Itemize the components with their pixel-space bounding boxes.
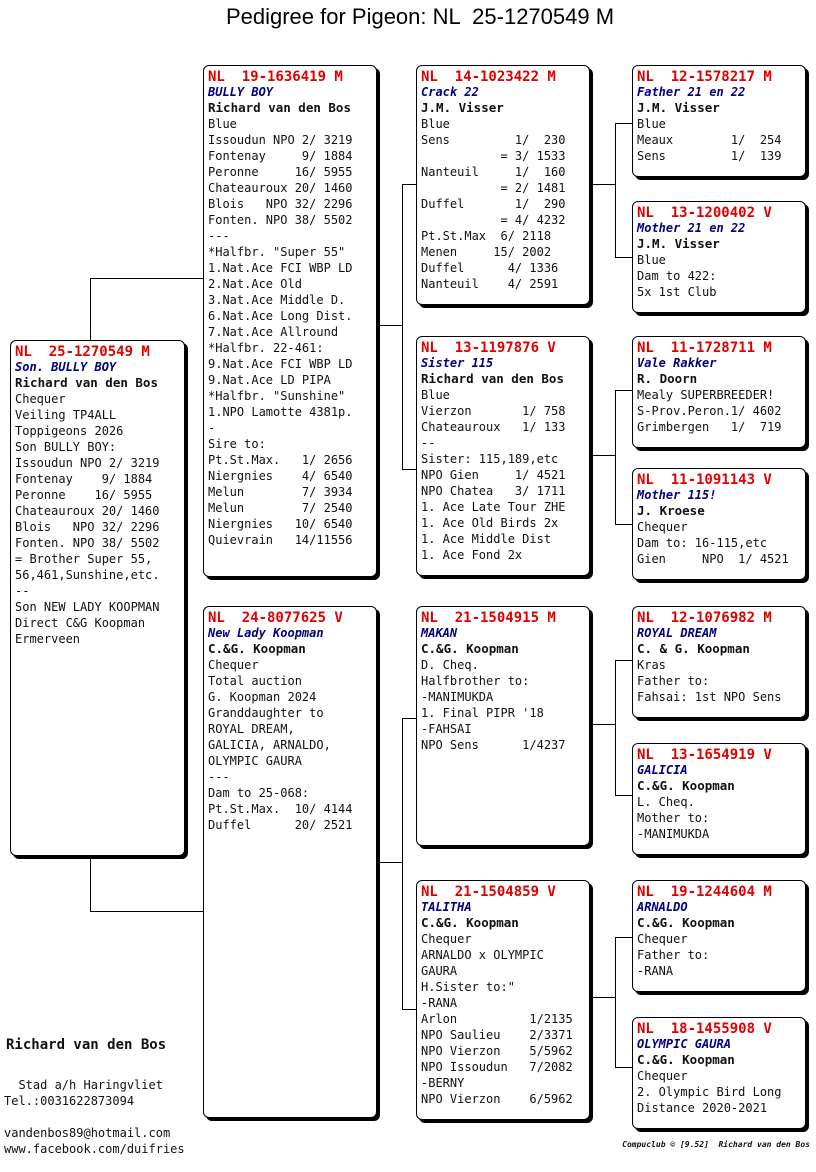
pedigree-card-subject[interactable] bbox=[10, 340, 185, 856]
info-line: Melun 7/ 2540 bbox=[208, 501, 353, 515]
bird-name: New Lady Koopman bbox=[208, 626, 324, 640]
info-line: ROYAL DREAM, bbox=[208, 722, 295, 736]
info-line: Menen 15/ 2002 bbox=[421, 245, 552, 259]
connector bbox=[615, 795, 633, 796]
bird-owner: J. Kroese bbox=[637, 503, 705, 518]
info-line: -MANIMUKDA bbox=[421, 690, 494, 704]
connector bbox=[90, 278, 91, 340]
info-line: 1. Ace Old Birds 2x bbox=[421, 516, 559, 530]
info-line: 1.NPO Lamotte 4381p. bbox=[208, 405, 353, 419]
info-line: Chequer bbox=[421, 932, 472, 946]
connector bbox=[615, 524, 633, 525]
info-line: Sister: 115,189,etc bbox=[421, 452, 559, 466]
info-line: Fahsai: 1st NPO Sens bbox=[637, 690, 782, 704]
bird-name: Crack 22 bbox=[421, 85, 479, 99]
info-line: Veiling TP4ALL bbox=[15, 408, 117, 422]
ring-number: NL 12-1578217 M bbox=[637, 69, 772, 85]
breeder-email-link[interactable]: vandenbos89@hotmail.com bbox=[4, 1126, 171, 1140]
info-line: 7.Nat.Ace Allround bbox=[208, 325, 339, 339]
info-line: Sens 1/ 139 bbox=[637, 149, 782, 163]
bird-name: OLYMPIC GAURA bbox=[637, 1037, 731, 1051]
info-line: *Halfbr. "Super 55" bbox=[208, 245, 346, 259]
connector bbox=[402, 469, 417, 470]
info-line: Father to: bbox=[637, 674, 710, 688]
bird-owner: C.&G. Koopman bbox=[421, 915, 519, 930]
pedigree-card-dam-dam[interactable] bbox=[416, 880, 590, 1120]
info-line: Son BULLY BOY: bbox=[15, 440, 117, 454]
info-line: 9.Nat.Ace LD PIPA bbox=[208, 373, 331, 387]
info-line: Halfbrother to: bbox=[421, 674, 530, 688]
info-line: S-Prov.Peron.1/ 4602 bbox=[637, 404, 782, 418]
bird-name: Father 21 en 22 bbox=[637, 85, 746, 99]
bird-owner: R. Doorn bbox=[637, 371, 698, 386]
breeder-phone: Tel.:0031622873094 bbox=[4, 1094, 135, 1108]
info-line: 56,461,Sunshine,etc. bbox=[15, 568, 160, 582]
bird-owner: Richard van den Bos bbox=[208, 100, 351, 115]
info-line: Duffel 20/ 2521 bbox=[208, 818, 353, 832]
pedigree-card-ggp-8[interactable] bbox=[632, 1017, 806, 1129]
bird-owner: J.M. Visser bbox=[637, 236, 720, 251]
connector bbox=[402, 718, 417, 719]
bird-name: Mother 115! bbox=[637, 488, 717, 502]
bird-owner: C.&G. Koopman bbox=[208, 641, 306, 656]
breeder-facebook-link[interactable]: www.facebook.com/duifries bbox=[4, 1142, 185, 1156]
info-line: = 3/ 1533 bbox=[421, 149, 566, 163]
info-line: Issoudun NPO 2/ 3219 bbox=[208, 133, 353, 147]
info-line: 1. Final PIPR '18 bbox=[421, 706, 544, 720]
pedigree-card-sire-sire[interactable] bbox=[416, 65, 590, 305]
info-line: Distance 2020-2021 bbox=[637, 1101, 768, 1115]
info-line: GALICIA, ARNALDO, bbox=[208, 738, 331, 752]
info-line: Blois NPO 32/ 2296 bbox=[208, 197, 353, 211]
ring-number: NL 18-1455908 V bbox=[637, 1021, 772, 1037]
ring-number: NL 25-1270549 M bbox=[15, 344, 150, 360]
info-line: 1. Ace Fond 2x bbox=[421, 548, 523, 562]
info-line: Blue bbox=[637, 117, 666, 131]
info-line: Peronne 16/ 5955 bbox=[208, 165, 353, 179]
bird-name: GALICIA bbox=[637, 763, 688, 777]
info-line: Chateauroux 1/ 133 bbox=[421, 420, 566, 434]
info-line: Ermerveen bbox=[15, 632, 81, 646]
connector bbox=[615, 257, 633, 258]
ring-number: NL 21-1504859 V bbox=[421, 884, 556, 900]
bird-name: Mother 21 en 22 bbox=[637, 221, 746, 235]
connector bbox=[615, 660, 633, 661]
info-line: Nanteuil 1/ 160 bbox=[421, 165, 566, 179]
info-line: = 4/ 4232 bbox=[421, 213, 566, 227]
info-line: Dam to 25-068: bbox=[208, 786, 310, 800]
info-line: NPO Gien 1/ 4521 bbox=[421, 468, 566, 482]
bird-name: ROYAL DREAM bbox=[637, 626, 717, 640]
info-line: - bbox=[208, 421, 216, 435]
info-line: OLYMPIC GAURA bbox=[208, 754, 302, 768]
info-line: 1. Ace Middle Dist bbox=[421, 532, 552, 546]
info-line: -BERNY bbox=[421, 1076, 465, 1090]
connector bbox=[590, 184, 616, 185]
info-line: = Brother Super 55, bbox=[15, 552, 153, 566]
info-line: -MANIMUKDA bbox=[637, 827, 710, 841]
connector bbox=[615, 390, 633, 391]
info-line: Arlon 1/2135 bbox=[421, 1012, 573, 1026]
connector bbox=[590, 724, 616, 725]
info-line: Total auction bbox=[208, 674, 302, 688]
info-line: --- bbox=[208, 229, 230, 243]
ring-number: NL 12-1076982 M bbox=[637, 610, 772, 626]
pedigree-card-ggp-1[interactable] bbox=[632, 65, 806, 177]
info-line: Chequer bbox=[208, 658, 259, 672]
info-line: Father to: bbox=[637, 948, 710, 962]
info-line: Pt.St.Max 6/ 2118 bbox=[421, 229, 552, 243]
info-line: L. Cheq. bbox=[637, 795, 695, 809]
info-line: Blue bbox=[208, 117, 237, 131]
info-line: Mother to: bbox=[637, 811, 710, 825]
info-line: Fontenay 9/ 1884 bbox=[208, 149, 353, 163]
software-credit: Compuclub © [9.52] Richard van den Bos bbox=[622, 1140, 810, 1149]
pedigree-card-ggp-7[interactable] bbox=[632, 880, 806, 992]
info-line: -FAHSAI bbox=[421, 722, 472, 736]
bird-name: Sister 115 bbox=[421, 356, 494, 370]
info-line: Dam to 422: bbox=[637, 269, 717, 283]
breeder-address: Stad a/h Haringvliet bbox=[4, 1078, 163, 1092]
bird-owner: J.M. Visser bbox=[637, 100, 720, 115]
info-line: Chequer bbox=[637, 520, 688, 534]
info-line: D. Cheq. bbox=[421, 658, 479, 672]
info-line: Chequer bbox=[15, 392, 66, 406]
info-line: NPO Issoudun 7/2082 bbox=[421, 1060, 573, 1074]
info-line: Niergnies 10/ 6540 bbox=[208, 517, 353, 531]
info-line: Duffel 4/ 1336 bbox=[421, 261, 559, 275]
info-line: -- bbox=[421, 436, 436, 450]
info-line: *Halfbr. 22-461: bbox=[208, 341, 324, 355]
pedigree-card-dam[interactable] bbox=[203, 606, 377, 1118]
bird-owner: C. & G. Koopman bbox=[637, 641, 750, 656]
pedigree-card-ggp-6[interactable] bbox=[632, 743, 806, 855]
info-line: Niergnies 4/ 6540 bbox=[208, 469, 353, 483]
ring-number: NL 19-1636419 M bbox=[208, 69, 343, 85]
pedigree-card-ggp-2[interactable] bbox=[632, 201, 806, 313]
ring-number: NL 11-1091143 V bbox=[637, 472, 772, 488]
bird-owner: J.M. Visser bbox=[421, 100, 504, 115]
connector bbox=[615, 390, 616, 525]
info-line: 6.Nat.Ace Long Dist. bbox=[208, 309, 353, 323]
pedigree-card-sire-dam[interactable] bbox=[416, 336, 590, 576]
connector bbox=[615, 660, 616, 796]
info-line: G. Koopman 2024 bbox=[208, 690, 317, 704]
bird-name: MAKAN bbox=[421, 626, 458, 640]
info-line: Nanteuil 4/ 2591 bbox=[421, 277, 559, 291]
bird-owner: C.&G. Koopman bbox=[637, 1052, 735, 1067]
connector bbox=[615, 937, 633, 938]
info-line: Granddaughter to bbox=[208, 706, 324, 720]
pedigree-card-dam-sire[interactable] bbox=[416, 606, 590, 846]
connector bbox=[90, 911, 204, 912]
info-line: -RANA bbox=[421, 996, 458, 1010]
info-line: Toppigeons 2026 bbox=[15, 424, 124, 438]
info-line: = 2/ 1481 bbox=[421, 181, 566, 195]
info-line: Kras bbox=[637, 658, 666, 672]
info-line: Fonten. NPO 38/ 5502 bbox=[208, 213, 353, 227]
ring-number: NL 13-1200402 V bbox=[637, 205, 772, 221]
info-line: Chequer bbox=[637, 1069, 688, 1083]
info-line: 2.Nat.Ace Old bbox=[208, 277, 302, 291]
info-line: NPO Vierzon 6/5962 bbox=[421, 1092, 573, 1106]
info-line: -RANA bbox=[637, 964, 674, 978]
bird-owner: Richard van den Bos bbox=[15, 375, 158, 390]
info-line: ARNALDO x OLYMPIC bbox=[421, 948, 544, 962]
ring-number: NL 11-1728711 M bbox=[637, 340, 772, 356]
connector bbox=[402, 1009, 417, 1010]
bird-owner: C.&G. Koopman bbox=[637, 778, 735, 793]
info-line: Blue bbox=[637, 253, 666, 267]
bird-owner: C.&G. Koopman bbox=[421, 641, 519, 656]
ring-number: NL 14-1023422 M bbox=[421, 69, 556, 85]
info-line: 3.Nat.Ace Middle D. bbox=[208, 293, 346, 307]
bird-name: BULLY BOY bbox=[208, 85, 274, 99]
bird-owner: C.&G. Koopman bbox=[637, 915, 735, 930]
info-line: Chequer bbox=[637, 932, 688, 946]
connector bbox=[615, 1067, 633, 1068]
info-line: 1. Ace Late Tour ZHE bbox=[421, 500, 566, 514]
info-line: 9.Nat.Ace FCI WBP LD bbox=[208, 357, 353, 371]
info-line: Grimbergen 1/ 719 bbox=[637, 420, 782, 434]
info-line: *Halfbr. "Sunshine" bbox=[208, 389, 346, 403]
bird-name: TALITHA bbox=[421, 900, 472, 914]
info-line: 1.Nat.Ace FCI WBP LD bbox=[208, 261, 353, 275]
info-line: -- bbox=[15, 584, 30, 598]
ring-number: NL 21-1504915 M bbox=[421, 610, 556, 626]
info-line: NPO Saulieu 2/3371 bbox=[421, 1028, 573, 1042]
connector bbox=[402, 184, 417, 185]
connector bbox=[90, 278, 204, 279]
info-line: Vierzon 1/ 758 bbox=[421, 404, 566, 418]
connector bbox=[615, 123, 633, 124]
pedigree-card-ggp-5[interactable] bbox=[632, 606, 806, 718]
connector bbox=[590, 455, 616, 456]
pedigree-card-ggp-3[interactable] bbox=[632, 336, 806, 448]
info-line: NPO Chatea 3/ 1711 bbox=[421, 484, 566, 498]
info-line: Dam to: 16-115,etc bbox=[637, 536, 768, 550]
info-line: Meaux 1/ 254 bbox=[637, 133, 782, 147]
bird-name: Vale Rakker bbox=[637, 356, 717, 370]
info-line: Blue bbox=[421, 117, 450, 131]
info-line: H.Sister to:" bbox=[421, 980, 515, 994]
connector bbox=[615, 937, 616, 1068]
ring-number: NL 24-8077625 V bbox=[208, 610, 343, 626]
info-line: Fonten. NPO 38/ 5502 bbox=[15, 536, 160, 550]
pedigree-card-ggp-4[interactable] bbox=[632, 468, 806, 580]
info-line: Issoudun NPO 2/ 3219 bbox=[15, 456, 160, 470]
info-line: NPO Vierzon 5/5962 bbox=[421, 1044, 573, 1058]
page-title: Pedigree for Pigeon: NL 25-1270549 M bbox=[225, 4, 615, 29]
info-line: Sens 1/ 230 bbox=[421, 133, 566, 147]
ring-number: NL 19-1244604 M bbox=[637, 884, 772, 900]
connector bbox=[615, 123, 616, 258]
info-line: 5x 1st Club bbox=[637, 285, 717, 299]
info-line: Fontenay 9/ 1884 bbox=[15, 472, 153, 486]
info-line: Blue bbox=[421, 388, 450, 402]
info-line: Mealy SUPERBREEDER! bbox=[637, 388, 775, 402]
bird-name: Son. BULLY BOY bbox=[15, 360, 117, 374]
connector bbox=[377, 862, 403, 863]
info-line: Sire to: bbox=[208, 437, 266, 451]
info-line: 2. Olympic Bird Long bbox=[637, 1085, 782, 1099]
info-line: Melun 7/ 3934 bbox=[208, 485, 353, 499]
connector bbox=[377, 325, 403, 326]
info-line: Pt.St.Max. 1/ 2656 bbox=[208, 453, 353, 467]
connector bbox=[590, 997, 616, 998]
connector bbox=[90, 856, 91, 912]
breeder-name: Richard van den Bos bbox=[6, 1037, 167, 1053]
info-line: Direct C&G Koopman bbox=[15, 616, 146, 630]
bird-owner: Richard van den Bos bbox=[421, 371, 564, 386]
info-line: Blois NPO 32/ 2296 bbox=[15, 520, 160, 534]
connector bbox=[402, 718, 403, 1010]
ring-number: NL 13-1197876 V bbox=[421, 340, 556, 356]
info-line: Quievrain 14/11556 bbox=[208, 533, 353, 547]
info-line: Chateauroux 20/ 1460 bbox=[208, 181, 353, 195]
pedigree-card-sire[interactable] bbox=[203, 65, 377, 577]
info-line: Chateauroux 20/ 1460 bbox=[15, 504, 160, 518]
info-line: Pt.St.Max. 10/ 4144 bbox=[208, 802, 353, 816]
info-line: Duffel 1/ 290 bbox=[421, 197, 566, 211]
info-line: --- bbox=[208, 770, 230, 784]
info-line: GAURA bbox=[421, 964, 458, 978]
info-line: NPO Sens 1/4237 bbox=[421, 738, 566, 752]
info-line: Son NEW LADY KOOPMAN bbox=[15, 600, 160, 614]
info-line: Peronne 16/ 5955 bbox=[15, 488, 153, 502]
info-line: Gien NPO 1/ 4521 bbox=[637, 552, 789, 566]
connector bbox=[402, 184, 403, 470]
ring-number: NL 13-1654919 V bbox=[637, 747, 772, 763]
bird-name: ARNALDO bbox=[637, 900, 688, 914]
